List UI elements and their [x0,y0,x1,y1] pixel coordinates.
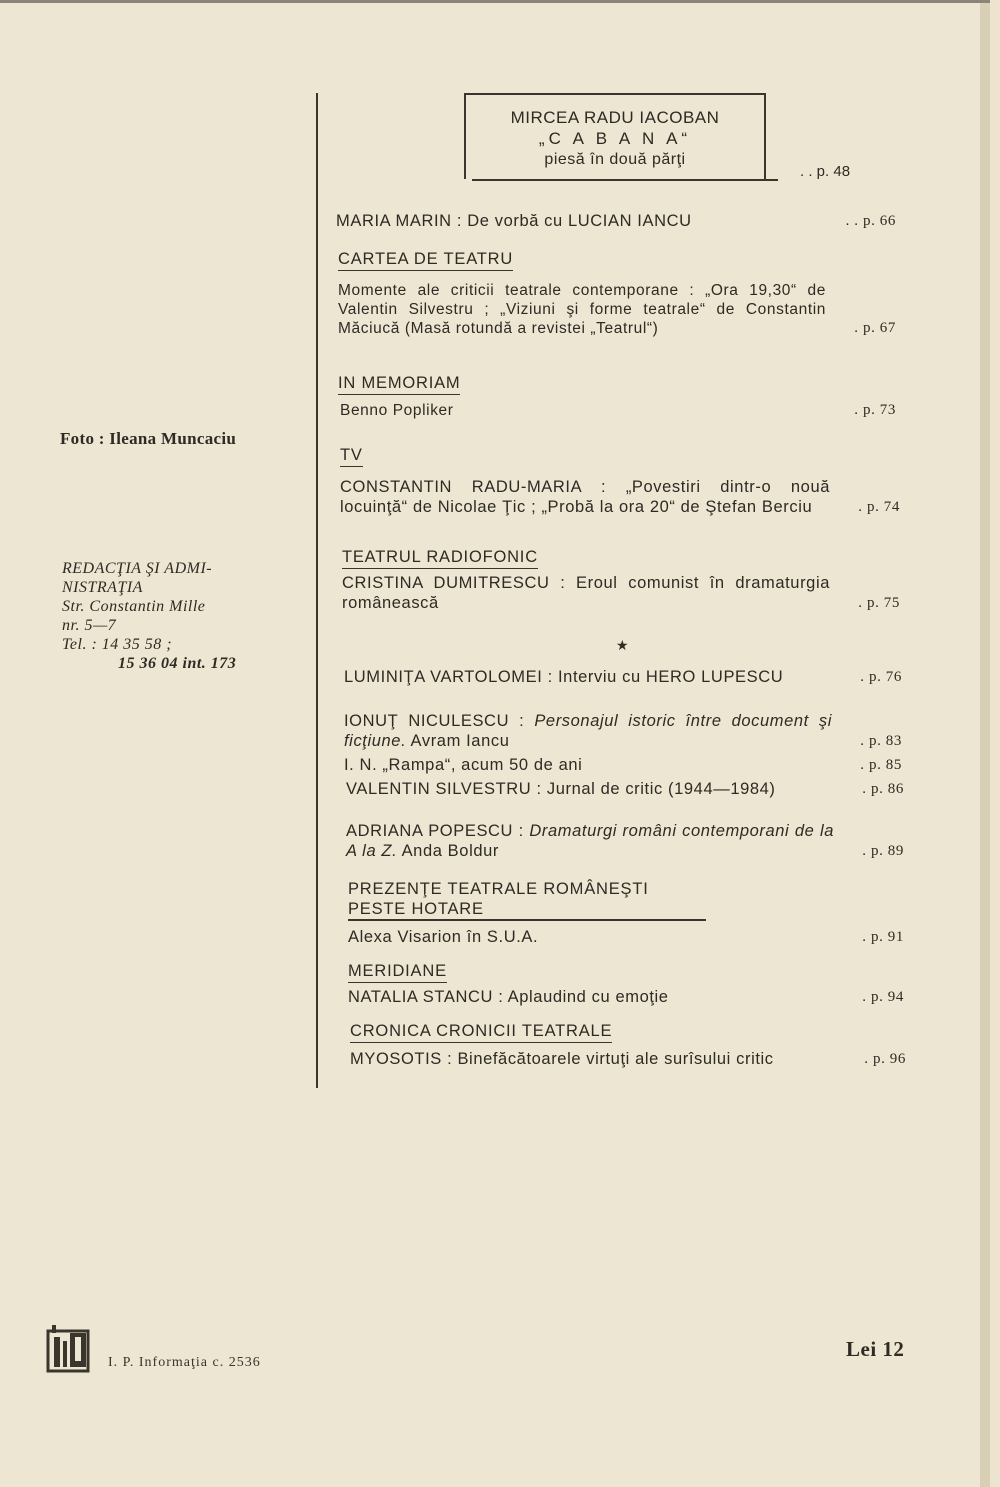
section-heading [348,879,706,921]
toc-entry-text: Benno Popliker [340,402,454,419]
toc-page-number: . p. 74 [858,499,900,515]
phone-line: 15 36 04 int. 173 [118,655,237,672]
printer-imprint: I. P. Informaţia c. 2536 [108,1355,261,1370]
toc-page-number: . p. 73 [854,402,896,418]
toc-entry-text: I. N. „Rampa“, acum 50 de ani [344,756,583,774]
toc-title: Personajul istoric între document şi ficţiune. [344,712,832,750]
column-divider [316,93,318,1088]
section-heading: CARTEA DE TEATRU [338,249,513,271]
toc-page-number: . p. 67 [854,320,896,336]
toc-entry [346,779,904,799]
page-edge [980,3,990,1487]
toc-entry [342,573,900,613]
toc-author: ADRIANA POPESCU : [346,822,524,840]
toc-page-number: . p. 85 [860,757,902,773]
toc-page-number: . p. 83 [860,733,902,749]
section-heading-line: PREZENŢE TEATRALE ROMÂNEŞTI [348,880,649,898]
photo-credit: Foto : Ileana Muncaciu [60,429,237,448]
toc-entry-text: VALENTIN SILVESTRU : Jurnal de critic (1944—1984) [346,780,776,798]
toc-page-number: . p. 89 [862,843,904,859]
feature-subtitle: piesă în două părţi [544,151,686,168]
toc-entry [344,667,902,687]
address-line: NISTRAŢIA [62,579,143,596]
heading-underline [348,919,706,921]
toc-entry [350,1049,906,1069]
toc-page-number: . p. 76 [860,669,902,685]
section-heading: CRONICA CRONICII TEATRALE [350,1021,612,1043]
section-heading: IN MEMORIAM [338,373,460,395]
toc-entry [348,987,904,1007]
toc-entry-text [346,821,904,861]
toc-entry [336,211,896,231]
toc-entry-text: Alexa Visarion în S.U.A. [348,928,539,946]
featured-play-box [464,93,766,179]
toc-page-number: . p. 75 [858,595,900,611]
address-line: Str. Constantin Mille [62,598,206,615]
toc-entry [344,755,902,775]
editorial-address [62,559,236,673]
toc-entry-text: Momente ale criticii teatrale contemporane : „Ora 19,30“ de Valentin Silvestru ; „Viziuni şi forme teatrale“ de Constantin Măciucă (Masă rotundă a revistei „Teatrul“) [338,282,826,337]
toc-page-number: . p. 94 [862,989,904,1005]
toc-entry-text [344,711,902,751]
toc-page-number: . p. 91 [862,929,904,945]
toc-subject: Anda Boldur [401,842,499,860]
printer-logo-icon [46,1323,92,1373]
feature-title: „C A B A N A“ [538,129,692,148]
address-line: REDACŢIA ŞI ADMI- [62,560,213,577]
section-heading: TEATRUL RADIOFONIC [342,547,538,569]
address-line: Tel. : 14 35 58 ; [62,636,173,653]
section-heading-line: PESTE HOTARE [348,900,484,918]
toc-entry-text: NATALIA STANCU : Aplaudind cu emoţie [348,988,669,1006]
address-line: nr. 5—7 [62,617,117,634]
toc-author: IONUŢ NICULESCU : [344,712,525,730]
toc-title: Dramaturgi români contemporani de la A la Z. [346,822,835,860]
toc-entry-text: CRISTINA DUMITRESCU : Eroul comunist în dramaturgia românească [342,574,830,612]
toc-entry [340,401,896,420]
toc-page-number: . . p. 66 [845,213,896,229]
toc-page-number: . p. 86 [862,781,904,797]
feature-author: MIRCEA RADU IACOBAN [510,108,720,127]
toc-page-number: . p. 96 [864,1051,906,1067]
toc-entry [344,711,902,751]
section-heading: TV [340,445,363,467]
toc-entry-text: LUMINIŢA VARTOLOMEI : Interviu cu HERO LUPESCU [344,668,784,686]
toc-entry-text: CONSTANTIN RADU-MARIA : „Povestiri dintr-o nouă locuinţă“ de Nicolae Ţic ; „Probă la ora 20“ de Ştefan Berciu [340,478,830,516]
toc-entry [340,477,900,517]
section-heading: MERIDIANE [348,961,447,983]
price: Lei 12 [846,1337,905,1361]
star-separator: ★ [616,637,629,653]
toc-subject: Avram Iancu [410,732,510,750]
feature-page-number: . . p. 48 [800,163,851,180]
toc-entry-text: MYOSOTIS : Binefăcătoarele virtuţi ale surîsului critic [350,1050,774,1068]
toc-entry [338,281,896,338]
toc-entry [346,821,904,861]
feature-underline [472,179,778,181]
toc-entry-text: MARIA MARIN : De vorbă cu LUCIAN IANCU [336,212,692,230]
toc-entry [348,927,904,947]
